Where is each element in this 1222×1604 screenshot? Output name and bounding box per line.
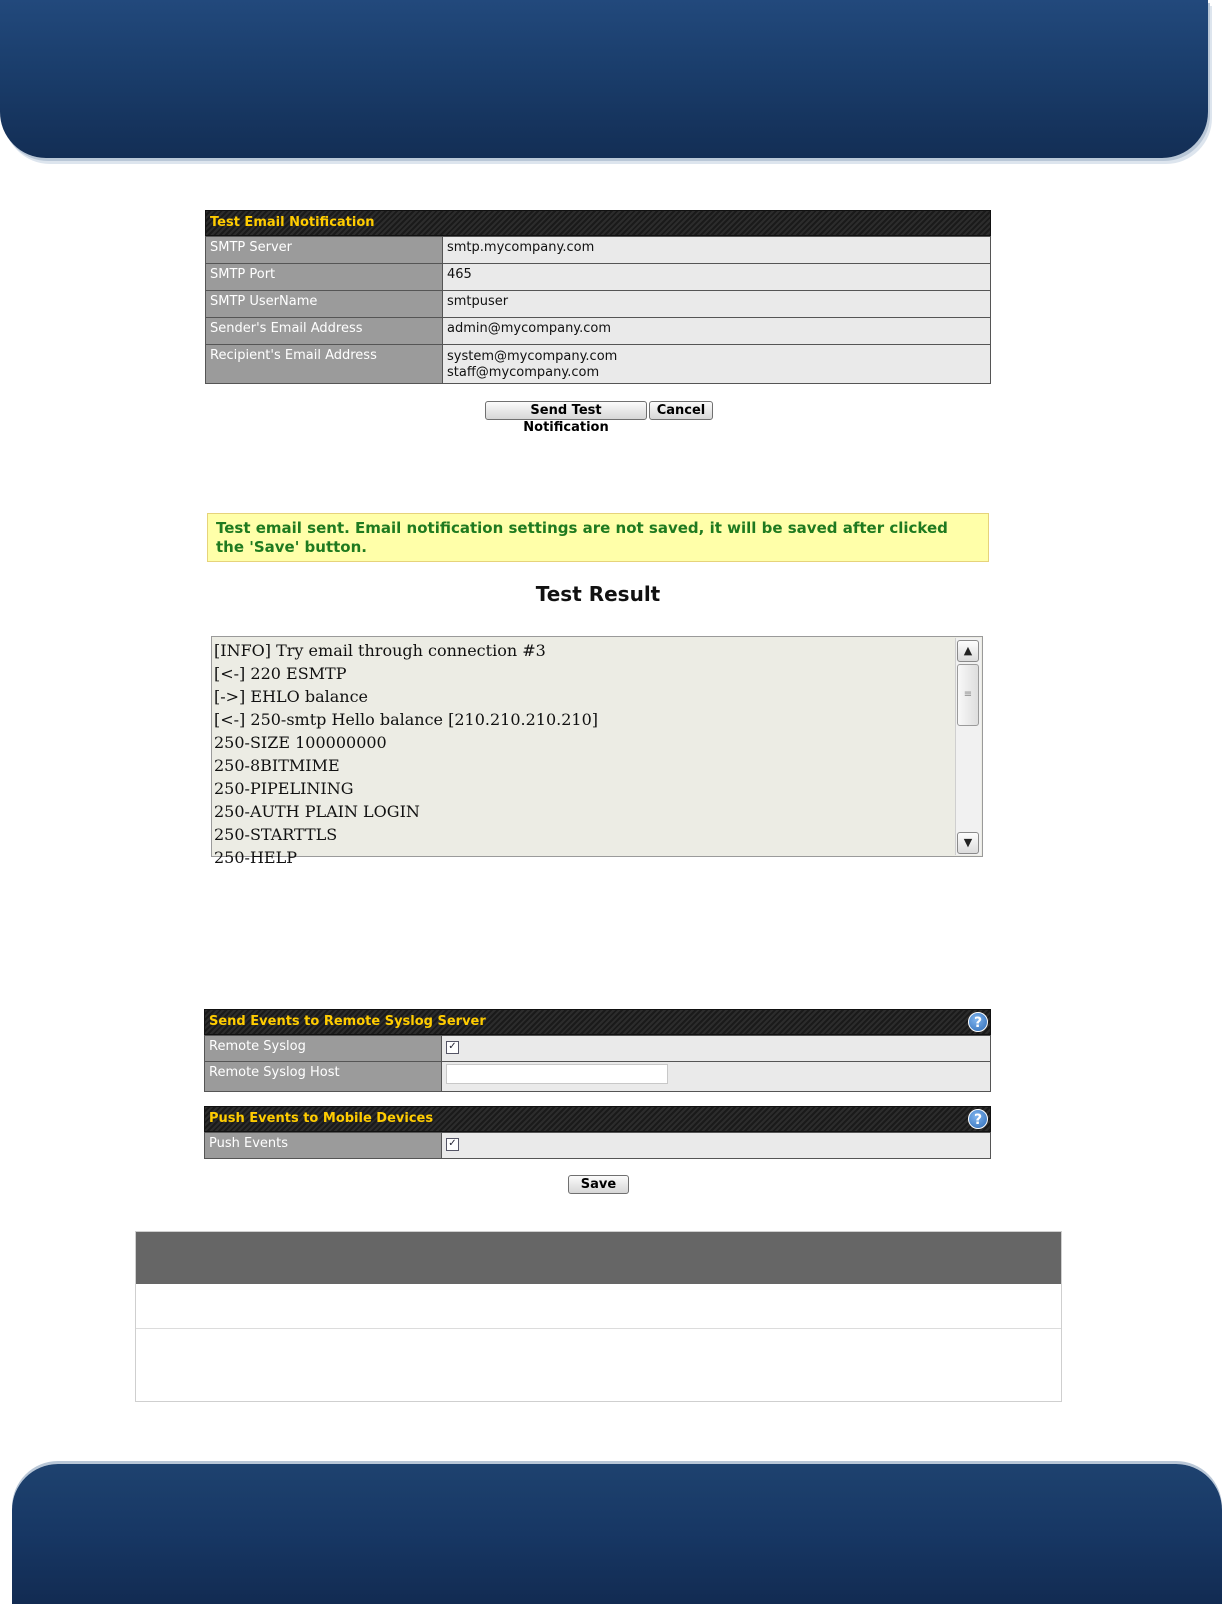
blank-table [135, 1231, 1062, 1402]
blank-table-header [136, 1232, 1061, 1284]
log-line: 250-8BITMIME [214, 756, 340, 775]
log-line: [<-] 220 ESMTP [214, 664, 347, 683]
remote-syslog-host-value [442, 1062, 991, 1092]
send-test-notification-button[interactable]: Send Test Notification [485, 401, 647, 420]
remote-syslog-label: Remote Syslog [205, 1036, 442, 1062]
footer-banner [12, 1464, 1222, 1604]
help-icon[interactable]: ? [968, 1109, 988, 1129]
table-row [206, 345, 991, 384]
table-row [206, 237, 991, 264]
push-title-text: Push Events to Mobile Devices [209, 1111, 434, 1126]
table-row [206, 318, 991, 345]
log-line: 250-AUTH PLAIN LOGIN [214, 802, 420, 821]
recipient-email-value [443, 345, 991, 384]
log-line: 250-HELP [214, 848, 297, 867]
sender-email-value: admin@mycompany.com [443, 318, 991, 345]
push-panel [204, 1106, 991, 1159]
smtp-username-value: smtpuser [443, 291, 991, 318]
smtp-server-value: smtp.mycompany.com [443, 237, 991, 264]
remote-syslog-host-label: Remote Syslog Host [205, 1062, 442, 1092]
syslog-title-text: Send Events to Remote Syslog Server [209, 1014, 486, 1029]
log-line: [->] EHLO balance [214, 687, 369, 706]
test-email-table [205, 236, 991, 384]
log-lines [214, 639, 954, 869]
success-message: Test email sent. Email notification settings are not saved, it will be saved after clicked the 'Save' button. [207, 513, 989, 562]
recipient-email-label: Recipient's Email Address [206, 345, 443, 384]
header-banner [0, 0, 1208, 158]
save-button[interactable]: Save [568, 1175, 629, 1194]
syslog-table [204, 1035, 991, 1092]
test-email-panel-title: Test Email Notification [205, 210, 991, 236]
test-result-title: Test Result [535, 582, 661, 606]
syslog-panel-title [204, 1009, 991, 1035]
remote-syslog-checkbox[interactable]: ✓ [446, 1041, 459, 1054]
log-line: 250-STARTTLS [214, 825, 338, 844]
push-table [204, 1132, 991, 1159]
scroll-down-arrow-icon[interactable]: ▼ [957, 832, 979, 854]
log-line: [INFO] Try email through connection #3 [214, 641, 546, 660]
push-events-checkbox[interactable]: ✓ [446, 1138, 459, 1151]
push-panel-title [204, 1106, 991, 1132]
table-row [205, 1133, 991, 1159]
test-result-log[interactable] [211, 636, 983, 867]
push-events-value [442, 1133, 991, 1159]
scroll-thumb[interactable]: ≡ [957, 664, 979, 726]
cancel-button[interactable]: Cancel [649, 401, 713, 420]
test-email-panel [205, 210, 991, 384]
log-line: 250-PIPELINING [214, 779, 354, 798]
scroll-up-arrow-icon[interactable]: ▲ [957, 640, 979, 662]
table-row [206, 264, 991, 291]
recipient-email-1: system@mycompany.com [447, 349, 618, 364]
smtp-username-label: SMTP UserName [206, 291, 443, 318]
remote-syslog-host-input[interactable] [446, 1064, 668, 1084]
log-line: 250-SIZE 100000000 [214, 733, 387, 752]
log-scrollbar[interactable] [955, 638, 981, 855]
sender-email-label: Sender's Email Address [206, 318, 443, 345]
smtp-server-label: SMTP Server [206, 237, 443, 264]
push-events-label: Push Events [205, 1133, 442, 1159]
help-icon[interactable]: ? [968, 1012, 988, 1032]
table-row [136, 1284, 1061, 1329]
table-row [205, 1036, 991, 1062]
remote-syslog-value [442, 1036, 991, 1062]
log-line: [<-] 250-smtp Hello balance [210.210.210.210] [214, 710, 598, 729]
syslog-panel [204, 1009, 991, 1092]
recipient-email-2: staff@mycompany.com [447, 365, 600, 380]
table-row [206, 291, 991, 318]
table-row [205, 1062, 991, 1092]
smtp-port-value: 465 [443, 264, 991, 291]
smtp-port-label: SMTP Port [206, 264, 443, 291]
